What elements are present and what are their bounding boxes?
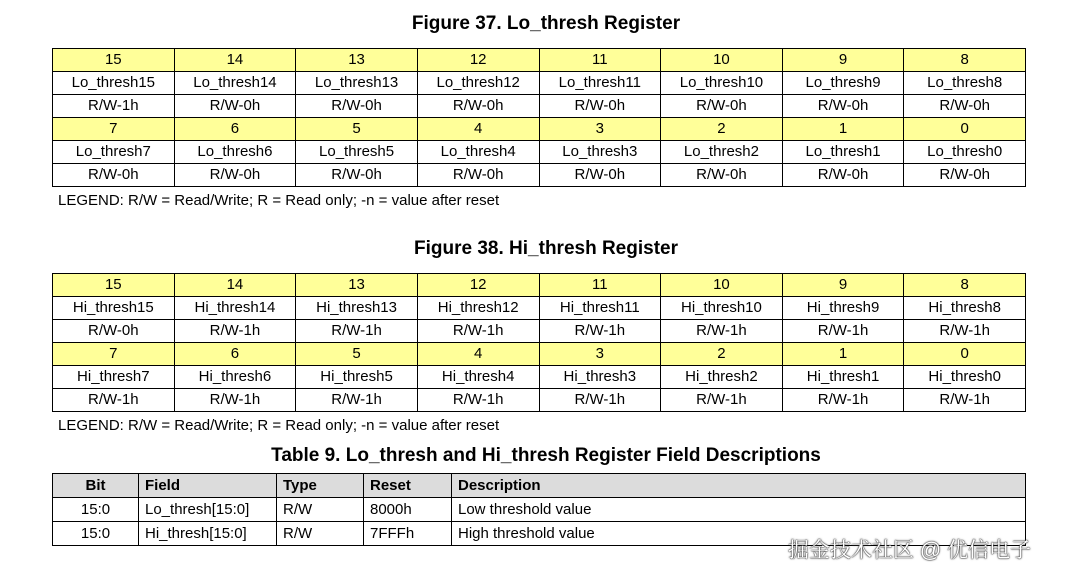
bit-number-cell: 10 xyxy=(661,49,783,72)
field-name-cell: Hi_thresh5 xyxy=(296,366,418,389)
figure-37-title: Figure 37. Lo_thresh Register xyxy=(411,13,681,34)
column-header: Type xyxy=(277,474,364,498)
table-row xyxy=(53,498,1026,522)
access-reset-cell: R/W-1h xyxy=(417,389,539,412)
access-reset-cell: R/W-0h xyxy=(661,164,783,187)
access-reset-cell: R/W-0h xyxy=(904,164,1026,187)
bit-number-cell: 2 xyxy=(661,118,783,141)
access-reset-cell: R/W-1h xyxy=(53,95,175,118)
access-reset-cell: R/W-1h xyxy=(296,389,418,412)
access-reset-cell: R/W-0h xyxy=(296,95,418,118)
bit-number-cell: 12 xyxy=(417,274,539,297)
access-reset-cell: R/W-0h xyxy=(904,95,1026,118)
field-name-cell: Hi_thresh1 xyxy=(782,366,904,389)
access-reset-cell: R/W-0h xyxy=(296,164,418,187)
bit-number-cell: 7 xyxy=(53,343,175,366)
bit-number-cell: 11 xyxy=(539,274,661,297)
bit-number-cell: 3 xyxy=(539,118,661,141)
lo-thresh-register-table xyxy=(52,48,1026,187)
field-name-cell: Hi_thresh6 xyxy=(174,366,296,389)
access-reset-cell: R/W-0h xyxy=(53,164,175,187)
table-cell: Hi_thresh[15:0] xyxy=(139,522,277,546)
field-name-cell: Hi_thresh14 xyxy=(174,297,296,320)
bit-number-cell: 8 xyxy=(904,49,1026,72)
access-reset-cell: R/W-1h xyxy=(174,320,296,343)
access-reset-cell: R/W-1h xyxy=(296,320,418,343)
bit-number-cell: 2 xyxy=(661,343,783,366)
access-reset-cell: R/W-1h xyxy=(904,389,1026,412)
table-cell: R/W xyxy=(277,522,364,546)
bit-number-cell: 13 xyxy=(296,274,418,297)
field-name-cell: Lo_thresh4 xyxy=(417,141,539,164)
bit-number-row xyxy=(53,274,1026,297)
access-reset-cell: R/W-1h xyxy=(539,320,661,343)
field-name-cell: Hi_thresh11 xyxy=(539,297,661,320)
access-reset-row xyxy=(53,389,1026,412)
access-reset-cell: R/W-1h xyxy=(539,389,661,412)
access-reset-cell: R/W-0h xyxy=(417,164,539,187)
bit-number-cell: 4 xyxy=(417,118,539,141)
field-name-cell: Lo_thresh10 xyxy=(661,72,783,95)
field-name-cell: Hi_thresh9 xyxy=(782,297,904,320)
table-cell: Low threshold value xyxy=(452,498,1026,522)
field-description-table xyxy=(52,473,1026,546)
field-name-cell: Hi_thresh0 xyxy=(904,366,1026,389)
field-name-cell: Hi_thresh8 xyxy=(904,297,1026,320)
field-name-cell: Lo_thresh15 xyxy=(53,72,175,95)
field-name-cell: Lo_thresh2 xyxy=(661,141,783,164)
hi-thresh-register-table xyxy=(52,273,1026,412)
access-reset-cell: R/W-1h xyxy=(174,389,296,412)
access-reset-cell: R/W-0h xyxy=(539,164,661,187)
bit-number-cell: 15 xyxy=(53,274,175,297)
table-9-title: Table 9. Lo_thresh and Hi_thresh Register Field Descriptions xyxy=(271,445,821,466)
bit-number-cell: 14 xyxy=(174,49,296,72)
bit-number-cell: 11 xyxy=(539,49,661,72)
bit-number-cell: 4 xyxy=(417,343,539,366)
column-header: Description xyxy=(452,474,1026,498)
bit-number-cell: 3 xyxy=(539,343,661,366)
field-name-cell: Lo_thresh14 xyxy=(174,72,296,95)
field-name-cell: Lo_thresh9 xyxy=(782,72,904,95)
bit-number-cell: 8 xyxy=(904,274,1026,297)
access-reset-cell: R/W-0h xyxy=(174,164,296,187)
bit-number-cell: 1 xyxy=(782,118,904,141)
field-name-cell: Hi_thresh10 xyxy=(661,297,783,320)
table-cell: 8000h xyxy=(364,498,452,522)
table-cell: 15:0 xyxy=(53,522,139,546)
bit-number-cell: 12 xyxy=(417,49,539,72)
field-name-cell: Hi_thresh2 xyxy=(661,366,783,389)
field-name-cell: Lo_thresh6 xyxy=(174,141,296,164)
bit-number-row xyxy=(53,118,1026,141)
figure-38-title: Figure 38. Hi_thresh Register xyxy=(414,238,678,259)
watermark-text: 掘金技术社区 @ 优信电子 xyxy=(788,539,1031,562)
figure-37-legend: LEGEND: R/W = Read/Write; R = Read only; -n = value after reset xyxy=(58,192,500,209)
field-name-cell: Hi_thresh3 xyxy=(539,366,661,389)
field-name-cell: Lo_thresh1 xyxy=(782,141,904,164)
field-name-cell: Hi_thresh12 xyxy=(417,297,539,320)
table-cell: R/W xyxy=(277,498,364,522)
field-name-row xyxy=(53,297,1026,320)
bit-number-cell: 0 xyxy=(904,343,1026,366)
access-reset-cell: R/W-0h xyxy=(174,95,296,118)
access-reset-cell: R/W-0h xyxy=(417,95,539,118)
access-reset-cell: R/W-0h xyxy=(782,95,904,118)
bit-number-cell: 0 xyxy=(904,118,1026,141)
bit-number-cell: 9 xyxy=(782,49,904,72)
field-name-cell: Hi_thresh7 xyxy=(53,366,175,389)
field-name-cell: Hi_thresh13 xyxy=(296,297,418,320)
field-name-cell: Hi_thresh15 xyxy=(53,297,175,320)
bit-number-cell: 6 xyxy=(174,343,296,366)
figure-38-legend: LEGEND: R/W = Read/Write; R = Read only; -n = value after reset xyxy=(58,417,500,434)
access-reset-cell: R/W-1h xyxy=(53,389,175,412)
field-name-cell: Lo_thresh13 xyxy=(296,72,418,95)
field-name-cell: Lo_thresh3 xyxy=(539,141,661,164)
field-name-row xyxy=(53,366,1026,389)
field-name-cell: Hi_thresh4 xyxy=(417,366,539,389)
access-reset-cell: R/W-1h xyxy=(661,320,783,343)
access-reset-cell: R/W-0h xyxy=(661,95,783,118)
access-reset-row xyxy=(53,95,1026,118)
access-reset-cell: R/W-1h xyxy=(661,389,783,412)
field-name-cell: Lo_thresh8 xyxy=(904,72,1026,95)
column-header: Reset xyxy=(364,474,452,498)
bit-number-cell: 6 xyxy=(174,118,296,141)
access-reset-cell: R/W-1h xyxy=(782,389,904,412)
bit-number-row xyxy=(53,343,1026,366)
bit-number-row xyxy=(53,49,1026,72)
table-cell: High threshold value xyxy=(452,522,1026,546)
bit-number-cell: 14 xyxy=(174,274,296,297)
table-cell: 7FFFh xyxy=(364,522,452,546)
bit-number-cell: 10 xyxy=(661,274,783,297)
bit-number-cell: 5 xyxy=(296,118,418,141)
bit-number-cell: 5 xyxy=(296,343,418,366)
field-name-row xyxy=(53,141,1026,164)
field-name-row xyxy=(53,72,1026,95)
bit-number-cell: 13 xyxy=(296,49,418,72)
access-reset-cell: R/W-1h xyxy=(904,320,1026,343)
table-cell: 15:0 xyxy=(53,498,139,522)
access-reset-row xyxy=(53,164,1026,187)
access-reset-row xyxy=(53,320,1026,343)
field-name-cell: Lo_thresh5 xyxy=(296,141,418,164)
column-header: Field xyxy=(139,474,277,498)
field-name-cell: Lo_thresh7 xyxy=(53,141,175,164)
column-header: Bit xyxy=(53,474,139,498)
access-reset-cell: R/W-1h xyxy=(417,320,539,343)
field-name-cell: Lo_thresh0 xyxy=(904,141,1026,164)
access-reset-cell: R/W-0h xyxy=(53,320,175,343)
access-reset-cell: R/W-0h xyxy=(782,164,904,187)
table-cell: Lo_thresh[15:0] xyxy=(139,498,277,522)
access-reset-cell: R/W-1h xyxy=(782,320,904,343)
table-header-row xyxy=(53,474,1026,498)
field-name-cell: Lo_thresh12 xyxy=(417,72,539,95)
access-reset-cell: R/W-0h xyxy=(539,95,661,118)
bit-number-cell: 9 xyxy=(782,274,904,297)
bit-number-cell: 1 xyxy=(782,343,904,366)
field-name-cell: Lo_thresh11 xyxy=(539,72,661,95)
bit-number-cell: 15 xyxy=(53,49,175,72)
bit-number-cell: 7 xyxy=(53,118,175,141)
